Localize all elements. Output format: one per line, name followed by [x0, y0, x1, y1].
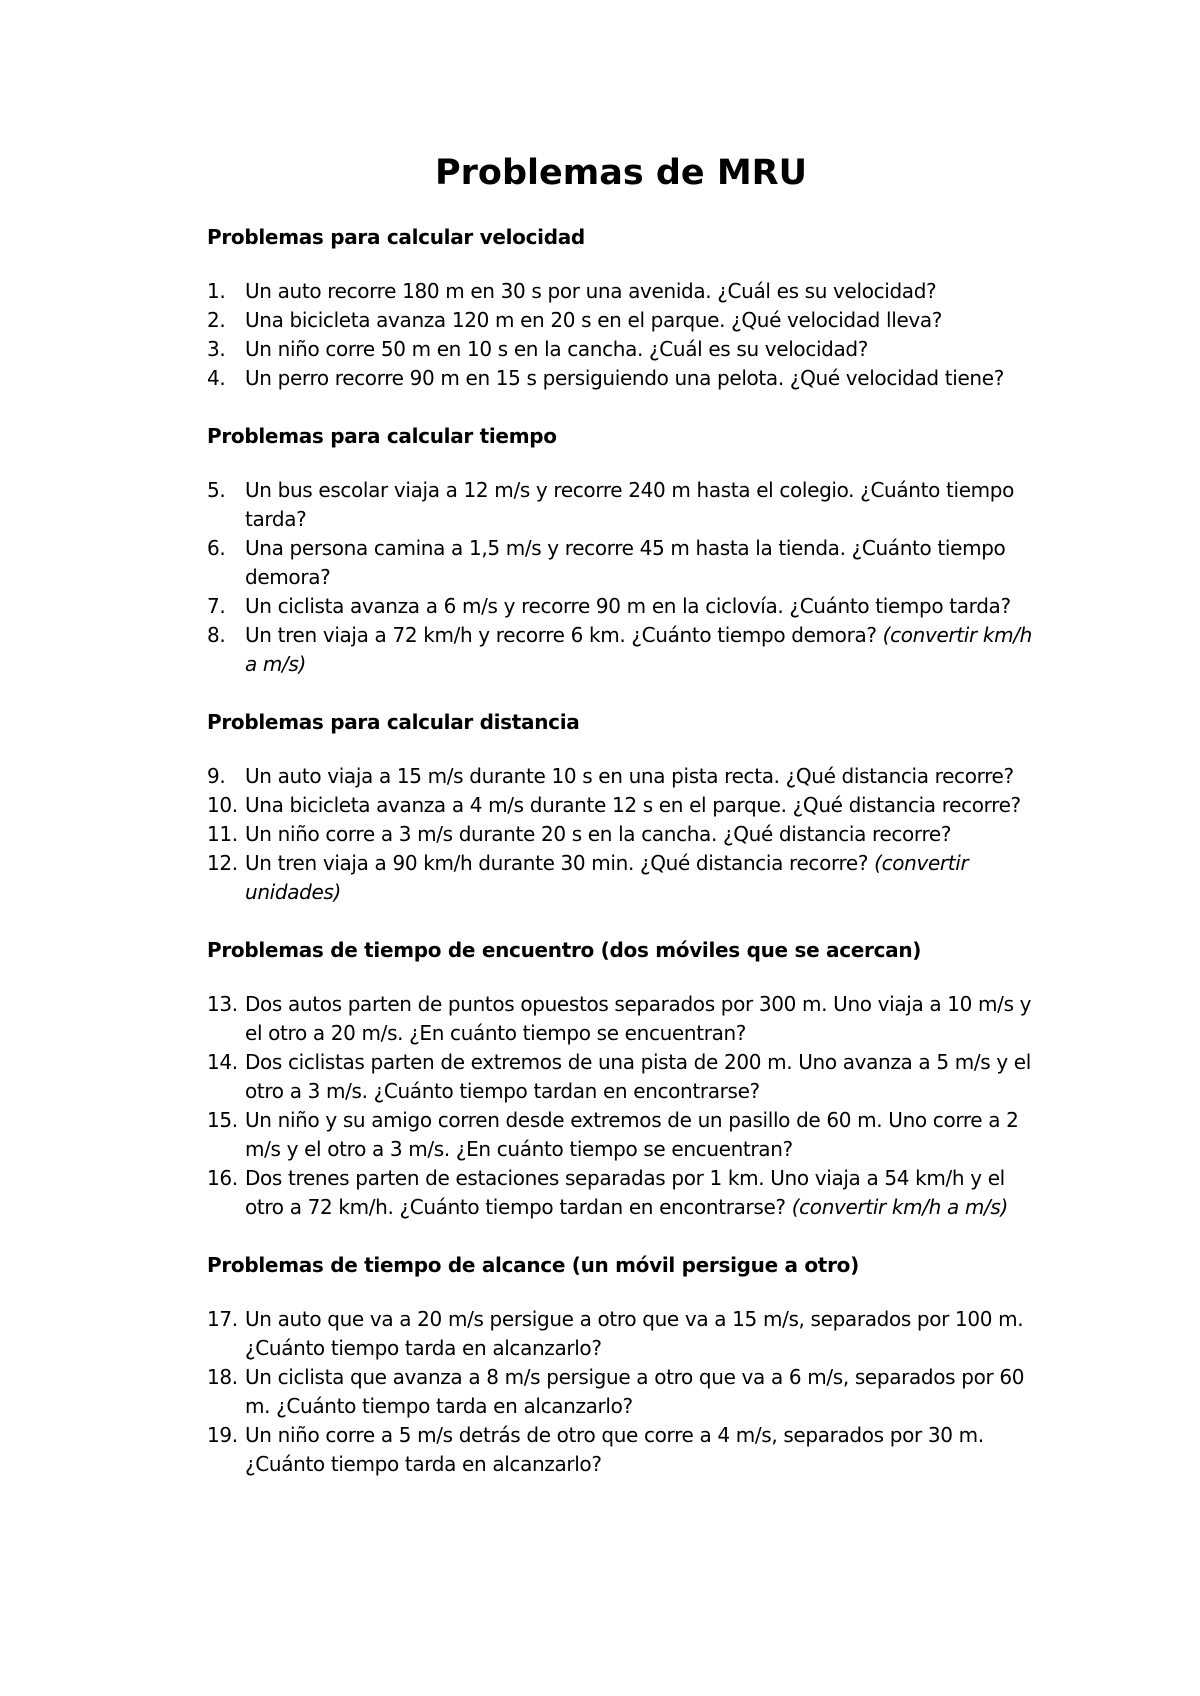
problem-list — [207, 990, 1035, 1222]
section-heading: Problemas de tiempo de encuentro (dos móviles que se acercan) — [207, 938, 922, 962]
problem-text: Un auto que va a 20 m/s persigue a otro que va a 15 m/s, separados por 100 m. ¿Cuánto tiempo tarda en alcanzarlo? — [245, 1307, 1024, 1360]
problem-note: (convertir unidades) — [245, 851, 969, 904]
problem-text: Dos autos parten de puntos opuestos separados por 300 m. Uno viaja a 10 m/s y el otro a 20 m/s. ¿En cuánto tiempo se encuentran? — [245, 992, 1032, 1045]
problem-number: 14. — [207, 1050, 238, 1074]
problem-item — [207, 990, 1035, 1048]
problem-item — [207, 762, 1035, 791]
problem-item — [207, 306, 1035, 335]
problem-number: 17. — [207, 1307, 238, 1331]
problem-item — [207, 1421, 1035, 1479]
section-alcance — [207, 1250, 1035, 1479]
section-tiempo — [207, 421, 1035, 679]
problem-text: Dos ciclistas parten de extremos de una pista de 200 m. Uno avanza a 5 m/s y el otro a 3 m/s. ¿Cuánto tiempo tardan en encontrarse? — [245, 1050, 1031, 1103]
problem-item — [207, 476, 1035, 534]
problem-item — [207, 1305, 1035, 1363]
problem-text: Un niño corre a 3 m/s durante 20 s en la cancha. ¿Qué distancia recorre? — [245, 822, 952, 846]
problem-note: (convertir km/h a m/s) — [791, 1195, 1008, 1219]
problem-text: Un auto viaja a 15 m/s durante 10 s en una pista recta. ¿Qué distancia recorre? — [245, 764, 1014, 788]
problem-item — [207, 849, 1035, 907]
problem-text: Dos trenes parten de estaciones separadas por 1 km. Uno viaja a 54 km/h y el otro a 72 km/h. ¿Cuánto tiempo tardan en encontrarse? — [245, 1166, 1005, 1219]
problem-text: Un bus escolar viaja a 12 m/s y recorre 240 m hasta el colegio. ¿Cuánto tiempo tarda? — [245, 478, 1015, 531]
problem-number: 2. — [207, 308, 226, 332]
section-heading: Problemas para calcular tiempo — [207, 424, 557, 448]
section-velocidad — [207, 222, 1035, 393]
problem-number: 9. — [207, 764, 226, 788]
problem-item — [207, 534, 1035, 592]
problem-number: 11. — [207, 822, 238, 846]
problem-number: 7. — [207, 594, 226, 618]
problem-note: (convertir km/h a m/s) — [245, 623, 1032, 676]
problem-number: 6. — [207, 536, 226, 560]
problem-item — [207, 335, 1035, 364]
problem-text: Un auto recorre 180 m en 30 s por una avenida. ¿Cuál es su velocidad? — [245, 279, 937, 303]
problem-text: Una bicicleta avanza 120 m en 20 s en el parque. ¿Qué velocidad lleva? — [245, 308, 943, 332]
problem-text: Una bicicleta avanza a 4 m/s durante 12 s en el parque. ¿Qué distancia recorre? — [245, 793, 1021, 817]
problem-text: Un tren viaja a 72 km/h y recorre 6 km. ¿Cuánto tiempo demora? — [245, 623, 877, 647]
problem-list — [207, 476, 1035, 679]
problem-item — [207, 364, 1035, 393]
problem-text: Un niño corre a 5 m/s detrás de otro que corre a 4 m/s, separados por 30 m. ¿Cuánto tiempo tarda en alcanzarlo? — [245, 1423, 984, 1476]
problem-text: Un tren viaja a 90 km/h durante 30 min. ¿Qué distancia recorre? — [245, 851, 869, 875]
problem-list — [207, 277, 1035, 393]
problem-number: 18. — [207, 1365, 238, 1389]
problem-number: 16. — [207, 1166, 238, 1190]
problem-text: Una persona camina a 1,5 m/s y recorre 45 m hasta la tienda. ¿Cuánto tiempo demora? — [245, 536, 1006, 589]
problem-number: 15. — [207, 1108, 238, 1132]
section-heading: Problemas de tiempo de alcance (un móvil persigue a otro) — [207, 1253, 859, 1277]
section-heading: Problemas para calcular distancia — [207, 710, 580, 734]
problem-number: 4. — [207, 366, 226, 390]
problem-number: 1. — [207, 279, 226, 303]
problem-number: 5. — [207, 478, 226, 502]
problem-number: 3. — [207, 337, 226, 361]
problem-text: Un ciclista avanza a 6 m/s y recorre 90 m en la ciclovía. ¿Cuánto tiempo tarda? — [245, 594, 1011, 618]
problem-item — [207, 621, 1035, 679]
problem-list — [207, 1305, 1035, 1479]
problem-item — [207, 820, 1035, 849]
problem-list — [207, 762, 1035, 907]
problem-text: Un niño corre 50 m en 10 s en la cancha. ¿Cuál es su velocidad? — [245, 337, 869, 361]
problem-number: 8. — [207, 623, 226, 647]
problem-item — [207, 1106, 1035, 1164]
problem-number: 10. — [207, 793, 238, 817]
section-distancia — [207, 707, 1035, 907]
problem-number: 12. — [207, 851, 238, 875]
problem-item — [207, 1363, 1035, 1421]
problem-item — [207, 277, 1035, 306]
problem-number: 19. — [207, 1423, 238, 1447]
problem-item — [207, 1048, 1035, 1106]
problem-text: Un perro recorre 90 m en 15 s persiguiendo una pelota. ¿Qué velocidad tiene? — [245, 366, 1004, 390]
problem-item — [207, 791, 1035, 820]
problem-item — [207, 592, 1035, 621]
problem-item — [207, 1164, 1035, 1222]
problem-text: Un ciclista que avanza a 8 m/s persigue a otro que va a 6 m/s, separados por 60 m. ¿Cuánto tiempo tarda en alcanzarlo? — [245, 1365, 1025, 1418]
page-title: Problemas de MRU — [434, 153, 808, 193]
problem-number: 13. — [207, 992, 238, 1016]
section-encuentro — [207, 935, 1035, 1222]
section-heading: Problemas para calcular velocidad — [207, 225, 585, 249]
problem-text: Un niño y su amigo corren desde extremos de un pasillo de 60 m. Uno corre a 2 m/s y el otro a 3 m/s. ¿En cuánto tiempo se encuentran? — [245, 1108, 1019, 1161]
